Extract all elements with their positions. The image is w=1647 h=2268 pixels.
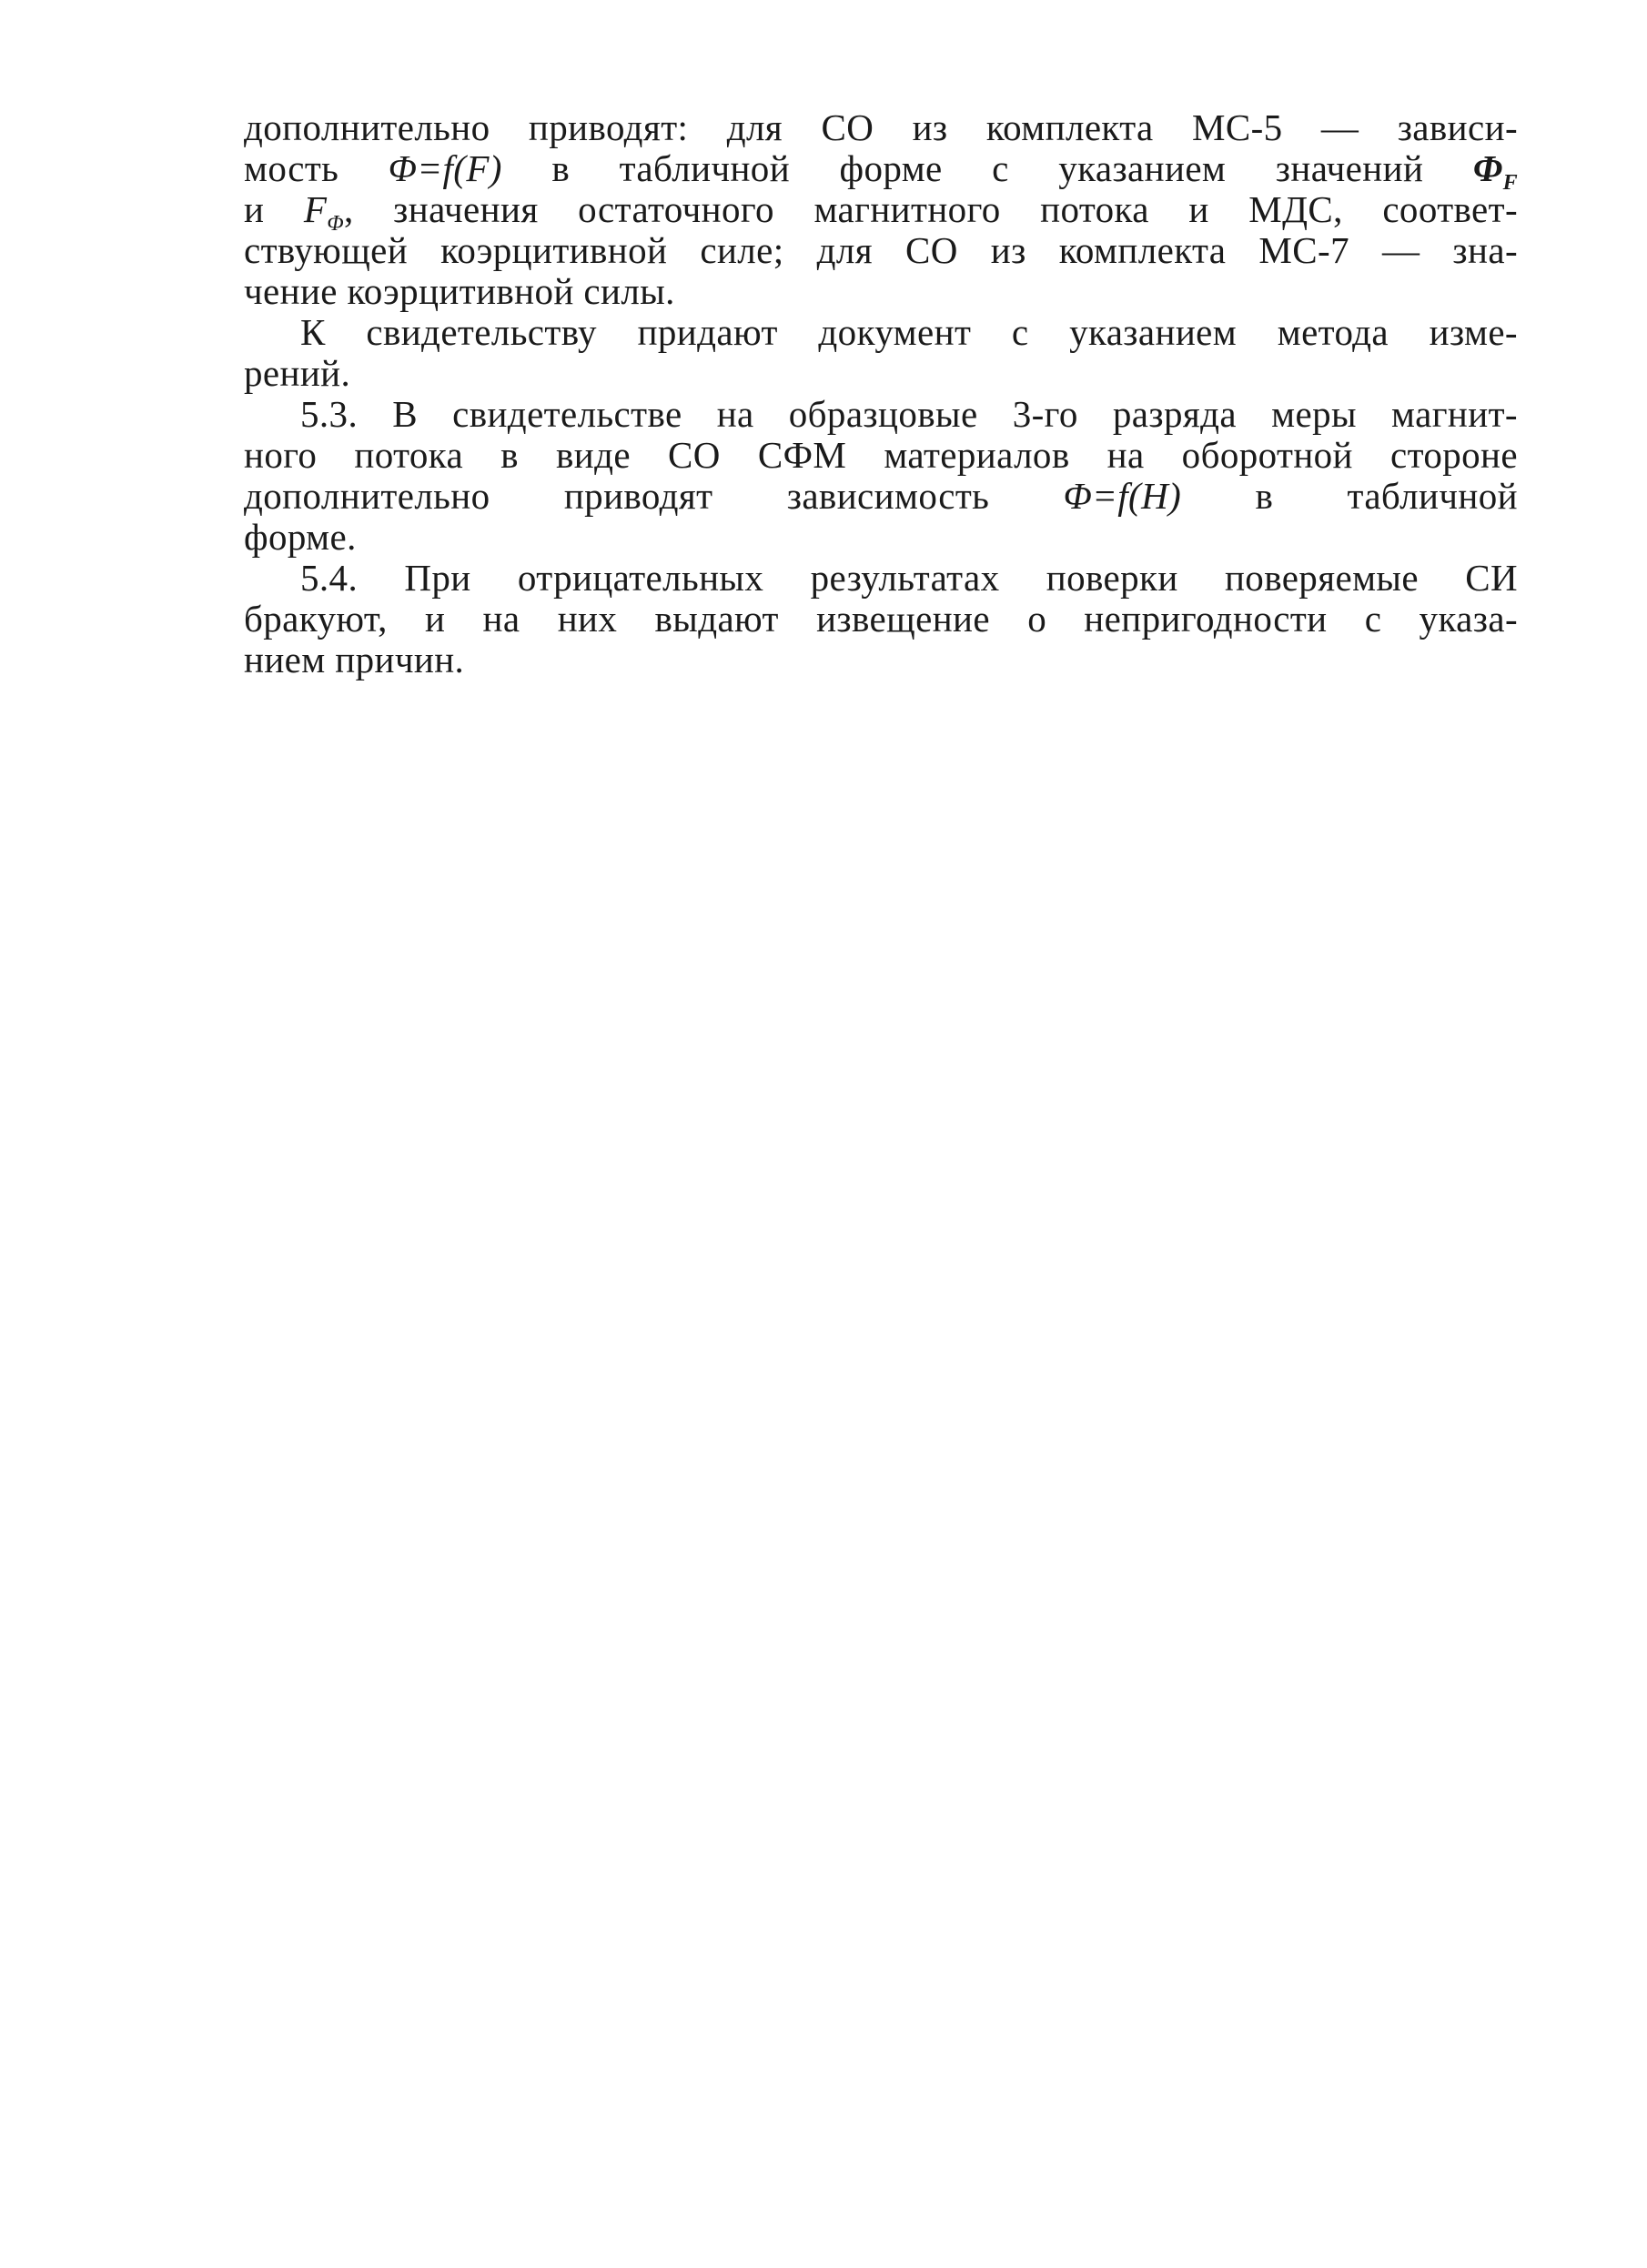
text-segment: , значения остаточного магнитного потока и МДС, соответ- <box>343 188 1518 230</box>
paragraph <box>244 394 1518 558</box>
text-segment: чение коэрцитивной силы. <box>244 270 675 312</box>
paragraph <box>244 558 1518 680</box>
text-line <box>244 107 1518 148</box>
text-segment: мость <box>244 147 389 189</box>
text-segment: в табличной форме с указанием значений <box>501 147 1473 189</box>
text-line <box>244 599 1518 640</box>
formula: $F_\Phi$ <box>303 188 344 237</box>
text-segment: дополнительно приводят: для СО из комплекта МС-5 — зависи- <box>244 106 1518 148</box>
formula: Φ=f(H) <box>1063 475 1182 517</box>
text-line <box>244 312 1518 353</box>
paragraph <box>244 107 1518 312</box>
text-segment: и <box>244 188 304 230</box>
text-segment: дополнительно приводят зависимость <box>244 475 1064 517</box>
text-segment: бракуют, и на них выдают извещение о непригодности с указа- <box>244 598 1518 640</box>
text-line <box>244 640 1518 680</box>
text-segment: рений. <box>244 352 351 394</box>
text-line <box>244 476 1518 517</box>
text-segment: К свидетельству придают документ с указанием метода изме- <box>300 311 1518 353</box>
formula: $\Phi_F$ <box>1472 147 1518 196</box>
text-line <box>244 188 1518 237</box>
text-line <box>244 394 1518 435</box>
paragraph <box>244 312 1518 394</box>
text-line <box>244 558 1518 599</box>
text-line <box>244 435 1518 476</box>
text-line <box>244 271 1518 312</box>
document-body <box>244 107 1518 680</box>
text-segment: нием причин. <box>244 639 465 680</box>
text-line <box>244 517 1518 558</box>
text-segment: 5.4. При отрицательных результатах поверки поверяемые СИ <box>300 557 1518 599</box>
text-segment: 5.3. В свидетельстве на образцовые 3-го разряда меры магнит- <box>300 393 1518 435</box>
formula: Φ=f(F) <box>388 147 502 189</box>
text-line <box>244 230 1518 271</box>
text-line <box>244 353 1518 394</box>
text-segment: ного потока в виде СО СФМ материалов на оборотной стороне <box>244 434 1518 476</box>
text-segment: форме. <box>244 516 357 558</box>
text-line <box>244 147 1518 196</box>
text-segment: в табличной <box>1181 475 1518 517</box>
text-segment: ствующей коэрцитивной силе; для СО из комплекта МС-7 — зна- <box>244 229 1518 271</box>
